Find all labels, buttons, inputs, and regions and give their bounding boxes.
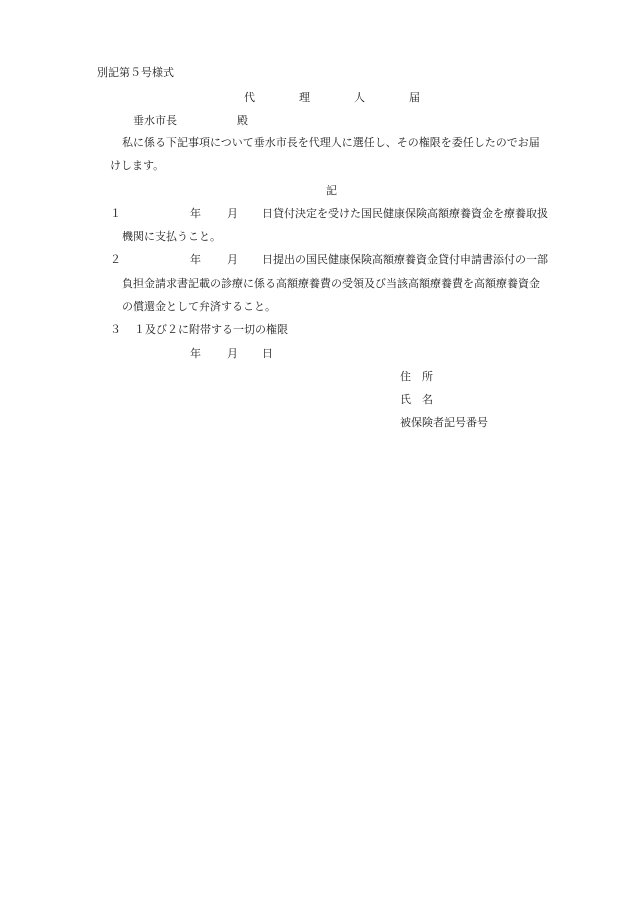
item-1-number: １ bbox=[110, 207, 121, 220]
addressee-honorific: 殿 bbox=[237, 114, 248, 127]
title-char: 人 bbox=[354, 91, 365, 104]
item-1-year: 年 bbox=[190, 207, 201, 220]
date-day: 日 bbox=[262, 347, 273, 360]
item-2-number: ２ bbox=[110, 253, 121, 266]
title-char: 理 bbox=[299, 91, 310, 104]
signature-address-label: 住 所 bbox=[400, 370, 433, 383]
date-month: 月 bbox=[227, 347, 238, 360]
item-2-year: 年 bbox=[190, 253, 201, 266]
item-2-continuation: の償還金として弁済すること。 bbox=[122, 300, 276, 313]
item-2-continuation: 負担金請求書記載の診療に係る高額療養費の受領及び当該高額療養費を高額療養資金 bbox=[122, 277, 540, 290]
item-1-continuation: 機関に支払うこと。 bbox=[122, 230, 221, 243]
item-1-text: 日貸付決定を受けた国民健康保険高額療養資金を療養取扱 bbox=[262, 207, 548, 220]
addressee-name: 垂水市長 bbox=[133, 114, 177, 127]
ki-heading: 記 bbox=[326, 184, 337, 197]
form-number: 別記第５号様式 bbox=[97, 66, 174, 79]
item-3-text: １及び２に附帯する一切の権限 bbox=[134, 323, 288, 336]
intro-line-1: 私に係る下記事項について垂水市長を代理人に選任し、その権限を委任したのでお届 bbox=[122, 136, 540, 149]
intro-line-2: けします。 bbox=[110, 159, 165, 172]
document-title bbox=[244, 91, 420, 105]
title-char: 届 bbox=[409, 91, 420, 104]
item-2-text: 日提出の国民健康保険高額療養資金貸付申請書添付の一部 bbox=[262, 253, 548, 266]
item-1-month: 月 bbox=[227, 207, 238, 220]
signature-insured-number-label: 被保険者記号番号 bbox=[400, 416, 488, 429]
date-year: 年 bbox=[190, 347, 201, 360]
title-char: 代 bbox=[244, 91, 255, 104]
signature-name-label: 氏 名 bbox=[400, 393, 433, 406]
item-2-month: 月 bbox=[227, 253, 238, 266]
item-3-number: ３ bbox=[110, 323, 121, 336]
